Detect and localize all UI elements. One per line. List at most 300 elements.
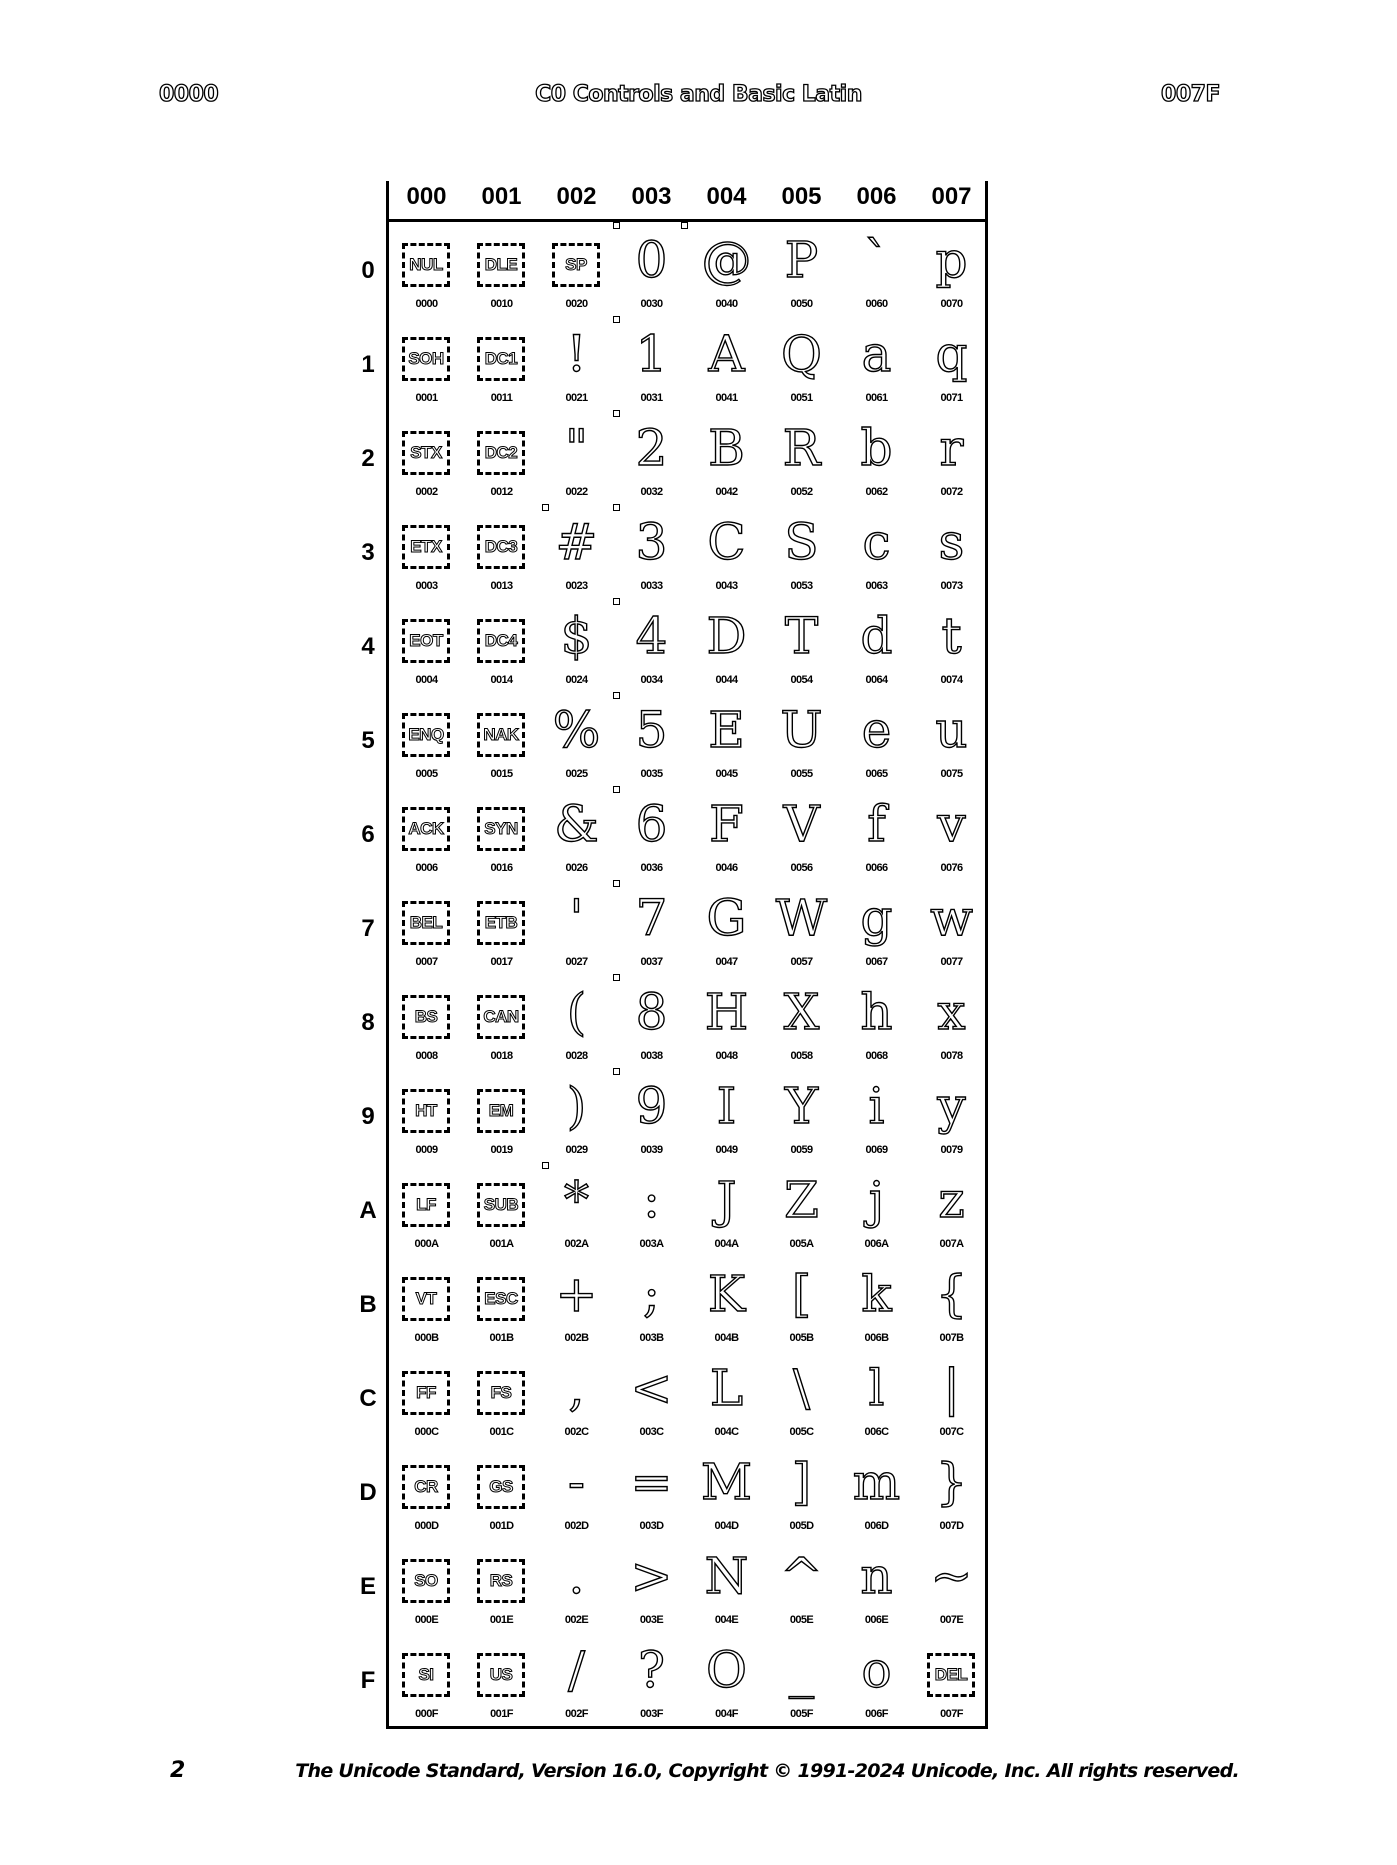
- code-point-cell: [764, 883, 839, 977]
- row-header: B: [359, 1291, 377, 1318]
- glyph-box-mark: [542, 1162, 549, 1169]
- character-glyph: 9: [635, 1077, 668, 1135]
- code-point-cell: [614, 1541, 689, 1635]
- code-point-cell: [539, 507, 614, 601]
- character-glyph: :: [643, 1171, 660, 1229]
- character-glyph: U: [780, 701, 823, 759]
- character-glyph: t: [941, 607, 962, 665]
- code-point-cell: [914, 1541, 989, 1635]
- code-point-label: 000F: [415, 1708, 438, 1720]
- code-point-cell: [389, 1353, 464, 1447]
- code-point-cell: [839, 601, 914, 695]
- code-point-cell: [764, 1353, 839, 1447]
- code-point-cell: [614, 883, 689, 977]
- code-point-label: 0021: [565, 392, 588, 404]
- glyph-box-mark: [613, 786, 620, 793]
- code-point-cell: [689, 695, 764, 789]
- character-glyph: 0: [635, 231, 668, 289]
- code-point-cell: [614, 1635, 689, 1729]
- code-point-label: 006F: [865, 1708, 888, 1720]
- character-glyph: a: [861, 325, 892, 383]
- code-point-cell: [764, 789, 839, 883]
- code-point-cell: [764, 1635, 839, 1729]
- code-point-cell: [464, 1541, 539, 1635]
- glyph-box-mark: [613, 974, 620, 981]
- code-point-cell: [464, 319, 539, 413]
- code-point-label: 0015: [490, 768, 513, 780]
- code-point-label: 001A: [489, 1238, 514, 1250]
- character-glyph: *: [564, 1171, 589, 1229]
- code-point-label: 0046: [715, 862, 738, 874]
- code-point-cell: [839, 1165, 914, 1259]
- column-header: 001: [481, 183, 522, 210]
- glyph-box-mark: [613, 504, 620, 511]
- code-point-cell: [464, 883, 539, 977]
- code-point-label: 0000: [415, 298, 438, 310]
- control-abbreviation: ACK: [402, 807, 450, 851]
- glyph-box-mark: [613, 880, 620, 887]
- code-point-cell: [464, 1635, 539, 1729]
- code-point-cell: [539, 1635, 614, 1729]
- character-glyph: P: [784, 231, 819, 289]
- page-number: 2: [170, 1758, 186, 1783]
- code-point-label: 000A: [414, 1238, 439, 1250]
- character-glyph: 6: [635, 795, 668, 853]
- code-point-cell: [914, 1071, 989, 1165]
- code-point-label: 001B: [489, 1332, 514, 1344]
- code-point-cell: [389, 1635, 464, 1729]
- character-glyph: h: [860, 983, 893, 1041]
- code-point-cell: [914, 601, 989, 695]
- character-glyph: b: [860, 419, 893, 477]
- code-point-cell: [914, 883, 989, 977]
- character-glyph: p: [935, 231, 968, 289]
- code-point-label: 0033: [640, 580, 663, 592]
- character-glyph: Q: [781, 325, 822, 383]
- character-glyph: ,: [568, 1359, 585, 1417]
- control-abbreviation: ESC: [477, 1277, 525, 1321]
- code-point-label: 0044: [715, 674, 738, 686]
- code-point-label: 0063: [865, 580, 888, 592]
- code-point-cell: [689, 413, 764, 507]
- code-point-label: 007A: [939, 1238, 964, 1250]
- code-point-cell: [689, 1165, 764, 1259]
- column-header: 000: [406, 183, 447, 210]
- code-point-cell: [764, 1259, 839, 1353]
- code-point-label: 0064: [865, 674, 888, 686]
- code-point-cell: [539, 1353, 614, 1447]
- row-header: A: [359, 1197, 377, 1224]
- code-point-label: 0017: [490, 956, 513, 968]
- code-point-label: 0004: [415, 674, 438, 686]
- code-point-cell: [614, 225, 689, 319]
- row-header: D: [359, 1479, 377, 1506]
- character-glyph: s: [938, 513, 965, 571]
- code-point-cell: [839, 1071, 914, 1165]
- code-point-label: 007D: [939, 1520, 964, 1532]
- character-glyph: +: [555, 1265, 598, 1323]
- code-point-cell: [839, 883, 914, 977]
- code-point-cell: [389, 507, 464, 601]
- code-point-label: 007F: [940, 1708, 963, 1720]
- character-glyph: J: [716, 1171, 737, 1229]
- column-header: 006: [856, 183, 897, 210]
- code-point-cell: [764, 1447, 839, 1541]
- code-point-cell: [539, 319, 614, 413]
- code-point-label: 0020: [565, 298, 588, 310]
- character-glyph: 8: [635, 983, 668, 1041]
- code-point-cell: [614, 413, 689, 507]
- control-abbreviation: NAK: [477, 713, 525, 757]
- character-glyph: 7: [635, 889, 668, 947]
- character-glyph: k: [861, 1265, 892, 1323]
- code-point-cell: [839, 1259, 914, 1353]
- character-glyph: v: [937, 795, 966, 853]
- code-point-cell: [389, 789, 464, 883]
- control-abbreviation: DLE: [477, 243, 525, 287]
- code-point-label: 0029: [565, 1144, 588, 1156]
- glyph-box-mark: [681, 222, 688, 229]
- column-header: 003: [631, 183, 672, 210]
- code-point-label: 002E: [564, 1614, 589, 1626]
- code-point-cell: [764, 1165, 839, 1259]
- code-point-label: 0024: [565, 674, 588, 686]
- code-point-cell: [914, 977, 989, 1071]
- code-point-label: 0019: [490, 1144, 513, 1156]
- code-point-cell: [539, 225, 614, 319]
- code-point-cell: [539, 1071, 614, 1165]
- character-glyph: ': [569, 889, 584, 947]
- column-header: 007: [931, 183, 972, 210]
- control-abbreviation: EOT: [402, 619, 450, 663]
- code-point-cell: [614, 507, 689, 601]
- code-point-label: 0031: [640, 392, 663, 404]
- code-point-label: 0074: [940, 674, 963, 686]
- character-glyph: -: [568, 1453, 585, 1511]
- code-point-cell: [539, 1259, 614, 1353]
- code-point-cell: [464, 507, 539, 601]
- code-point-label: 001D: [489, 1520, 514, 1532]
- control-abbreviation: SI: [402, 1653, 450, 1697]
- row-header: 2: [361, 445, 375, 472]
- character-glyph: T: [784, 607, 819, 665]
- code-point-label: 004B: [714, 1332, 739, 1344]
- code-point-label: 0066: [865, 862, 888, 874]
- character-glyph: H: [704, 983, 749, 1041]
- code-point-cell: [914, 225, 989, 319]
- character-glyph: m: [852, 1453, 901, 1511]
- code-point-label: 0010: [490, 298, 513, 310]
- code-point-label: 0011: [490, 392, 513, 404]
- code-point-cell: [839, 1635, 914, 1729]
- copyright-notice: The Unicode Standard, Version 16.0, Copyright © 1991-2024 Unicode, Inc. All rights reserved.: [295, 1760, 1239, 1782]
- control-abbreviation: SUB: [477, 1183, 525, 1227]
- glyph-box-mark: [613, 410, 620, 417]
- code-point-label: 0053: [790, 580, 813, 592]
- code-point-cell: [464, 789, 539, 883]
- code-point-label: 0042: [715, 486, 738, 498]
- code-point-label: 003C: [639, 1426, 664, 1438]
- character-glyph: g: [860, 889, 893, 947]
- code-point-label: 0060: [865, 298, 888, 310]
- code-point-label: 0075: [940, 768, 963, 780]
- control-abbreviation: ETB: [477, 901, 525, 945]
- code-point-cell: [539, 977, 614, 1071]
- control-abbreviation: BEL: [402, 901, 450, 945]
- code-point-cell: [914, 507, 989, 601]
- character-glyph: N: [704, 1547, 749, 1605]
- character-glyph: L: [709, 1359, 744, 1417]
- code-point-label: 0049: [715, 1144, 738, 1156]
- code-point-label: 0067: [865, 956, 888, 968]
- code-point-label: 0035: [640, 768, 663, 780]
- control-abbreviation: DC3: [477, 525, 525, 569]
- code-point-cell: [764, 601, 839, 695]
- code-point-label: 0058: [790, 1050, 813, 1062]
- control-abbreviation: DC2: [477, 431, 525, 475]
- code-point-cell: [389, 1165, 464, 1259]
- code-point-cell: [539, 695, 614, 789]
- code-point-label: 0014: [490, 674, 513, 686]
- code-point-cell: [689, 1447, 764, 1541]
- code-point-cell: [539, 413, 614, 507]
- code-point-label: 0068: [865, 1050, 888, 1062]
- character-glyph: y: [937, 1077, 966, 1135]
- code-point-label: 002A: [564, 1238, 589, 1250]
- character-glyph: r: [939, 419, 964, 477]
- code-point-cell: [689, 883, 764, 977]
- code-point-label: 004F: [715, 1708, 738, 1720]
- code-point-cell: [764, 977, 839, 1071]
- code-point-label: 0023: [565, 580, 588, 592]
- code-point-label: 006B: [864, 1332, 889, 1344]
- glyph-box-mark: [613, 598, 620, 605]
- code-point-cell: [389, 319, 464, 413]
- code-point-cell: [464, 601, 539, 695]
- character-glyph: &: [554, 795, 599, 853]
- character-glyph: =: [630, 1453, 673, 1511]
- code-point-label: 0065: [865, 768, 888, 780]
- code-point-label: 001C: [489, 1426, 514, 1438]
- code-point-label: 0039: [640, 1144, 663, 1156]
- character-glyph: W: [775, 889, 828, 947]
- control-abbreviation: NUL: [402, 243, 450, 287]
- code-point-cell: [839, 977, 914, 1071]
- code-point-label: 0028: [565, 1050, 588, 1062]
- character-glyph: o: [861, 1641, 892, 1699]
- code-point-label: 0072: [940, 486, 963, 498]
- code-point-label: 0056: [790, 862, 813, 874]
- code-point-cell: [539, 601, 614, 695]
- code-point-cell: [464, 1071, 539, 1165]
- control-abbreviation: DEL: [927, 1653, 975, 1697]
- code-point-label: 004A: [714, 1238, 739, 1250]
- code-point-cell: [839, 789, 914, 883]
- character-glyph: R: [782, 419, 821, 477]
- code-point-label: 0045: [715, 768, 738, 780]
- code-point-cell: [464, 1165, 539, 1259]
- control-abbreviation: RS: [477, 1559, 525, 1603]
- code-point-label: 003A: [639, 1238, 664, 1250]
- range-end-label: 007F: [1161, 82, 1220, 107]
- character-glyph: n: [860, 1547, 893, 1605]
- code-point-cell: [614, 977, 689, 1071]
- row-header: 4: [361, 633, 375, 660]
- code-point-cell: [914, 1259, 989, 1353]
- control-abbreviation: SYN: [477, 807, 525, 851]
- character-glyph: /: [568, 1641, 585, 1699]
- code-point-label: 0048: [715, 1050, 738, 1062]
- code-point-label: 0003: [415, 580, 438, 592]
- code-point-cell: [689, 225, 764, 319]
- character-glyph: Z: [784, 1171, 819, 1229]
- character-glyph: E: [708, 701, 745, 759]
- character-glyph: <: [630, 1359, 673, 1417]
- code-point-label: 0026: [565, 862, 588, 874]
- code-point-label: 0040: [715, 298, 738, 310]
- glyph-box-mark: [613, 1068, 620, 1075]
- code-point-cell: [914, 1165, 989, 1259]
- character-glyph: 5: [635, 701, 668, 759]
- code-point-label: 0055: [790, 768, 813, 780]
- code-point-cell: [614, 1259, 689, 1353]
- code-point-label: 0007: [415, 956, 438, 968]
- code-point-cell: [464, 695, 539, 789]
- character-glyph: D: [706, 607, 747, 665]
- column-header: 005: [781, 183, 822, 210]
- control-abbreviation: ETX: [402, 525, 450, 569]
- code-point-label: 0076: [940, 862, 963, 874]
- code-point-label: 003F: [640, 1708, 663, 1720]
- code-point-cell: [914, 1635, 989, 1729]
- code-point-label: 0009: [415, 1144, 438, 1156]
- range-start-label: 0000: [159, 82, 219, 107]
- code-point-label: 0054: [790, 674, 813, 686]
- code-point-cell: [614, 601, 689, 695]
- row-header: 6: [361, 821, 375, 848]
- code-point-label: 0071: [940, 392, 963, 404]
- code-point-label: 0051: [790, 392, 813, 404]
- row-header: F: [360, 1667, 376, 1694]
- character-glyph: M: [700, 1453, 753, 1511]
- character-glyph: x: [937, 983, 966, 1041]
- code-point-cell: [839, 319, 914, 413]
- character-glyph: X: [783, 983, 820, 1041]
- character-glyph: .: [568, 1547, 585, 1605]
- character-glyph: 4: [635, 607, 668, 665]
- code-point-label: 007B: [939, 1332, 964, 1344]
- code-point-cell: [539, 1165, 614, 1259]
- code-point-cell: [389, 1071, 464, 1165]
- code-point-label: 001E: [489, 1614, 514, 1626]
- code-point-label: 0057: [790, 956, 813, 968]
- code-point-cell: [839, 695, 914, 789]
- code-point-label: 003D: [639, 1520, 664, 1532]
- character-glyph: \: [793, 1359, 810, 1417]
- character-glyph: `: [864, 231, 889, 289]
- row-header: 9: [361, 1103, 375, 1130]
- code-point-cell: [689, 1353, 764, 1447]
- code-point-label: 004C: [714, 1426, 739, 1438]
- code-point-label: 005E: [789, 1614, 814, 1626]
- code-point-cell: [764, 319, 839, 413]
- code-point-label: 0016: [490, 862, 513, 874]
- control-abbreviation: HT: [402, 1089, 450, 1133]
- code-point-label: 0030: [640, 298, 663, 310]
- control-abbreviation: FS: [477, 1371, 525, 1415]
- code-point-label: 004E: [714, 1614, 739, 1626]
- code-point-label: 0002: [415, 486, 438, 498]
- code-point-cell: [614, 789, 689, 883]
- code-point-label: 005B: [789, 1332, 814, 1344]
- code-point-label: 001F: [490, 1708, 513, 1720]
- code-point-cell: [389, 1541, 464, 1635]
- glyph-box-mark: [613, 222, 620, 229]
- character-glyph: >: [630, 1547, 673, 1605]
- code-point-label: 0062: [865, 486, 888, 498]
- character-glyph: j: [868, 1171, 885, 1229]
- control-abbreviation: ENQ: [402, 713, 450, 757]
- code-point-label: 000C: [414, 1426, 439, 1438]
- code-point-cell: [464, 225, 539, 319]
- code-point-label: 0034: [640, 674, 663, 686]
- control-abbreviation: DC4: [477, 619, 525, 663]
- character-glyph: C: [707, 513, 746, 571]
- character-glyph: w: [930, 889, 973, 947]
- code-point-cell: [839, 1541, 914, 1635]
- code-point-label: 007C: [939, 1426, 964, 1438]
- code-point-label: 006D: [864, 1520, 889, 1532]
- code-point-cell: [764, 507, 839, 601]
- code-point-label: 003B: [639, 1332, 664, 1344]
- code-point-cell: [839, 1447, 914, 1541]
- code-point-label: 006C: [864, 1426, 889, 1438]
- character-glyph: |: [943, 1359, 960, 1417]
- code-point-label: 003E: [639, 1614, 664, 1626]
- glyph-box-mark: [613, 692, 620, 699]
- code-point-cell: [839, 1353, 914, 1447]
- code-point-label: 005D: [789, 1520, 814, 1532]
- character-glyph: e: [861, 701, 892, 759]
- row-header: E: [359, 1573, 376, 1600]
- code-point-cell: [389, 695, 464, 789]
- code-point-label: 0059: [790, 1144, 813, 1156]
- code-point-label: 005F: [790, 1708, 813, 1720]
- character-glyph: O: [706, 1641, 747, 1699]
- character-glyph: #: [555, 513, 598, 571]
- code-point-label: 0041: [715, 392, 738, 404]
- row-header: C: [359, 1385, 377, 1412]
- character-glyph: l: [868, 1359, 885, 1417]
- code-point-cell: [614, 1071, 689, 1165]
- column-header: 002: [556, 183, 597, 210]
- control-abbreviation: BS: [402, 995, 450, 1039]
- code-point-cell: [839, 225, 914, 319]
- code-point-cell: [614, 319, 689, 413]
- control-abbreviation: VT: [402, 1277, 450, 1321]
- code-point-cell: [689, 507, 764, 601]
- code-point-cell: [914, 789, 989, 883]
- character-glyph: {: [935, 1265, 968, 1323]
- code-point-label: 007E: [939, 1614, 964, 1626]
- code-point-cell: [539, 1541, 614, 1635]
- column-header: 004: [706, 183, 747, 210]
- code-point-cell: [914, 695, 989, 789]
- character-glyph: ^: [780, 1547, 823, 1605]
- code-point-label: 006E: [864, 1614, 889, 1626]
- character-glyph: ~: [930, 1547, 973, 1605]
- code-point-label: 005A: [789, 1238, 814, 1250]
